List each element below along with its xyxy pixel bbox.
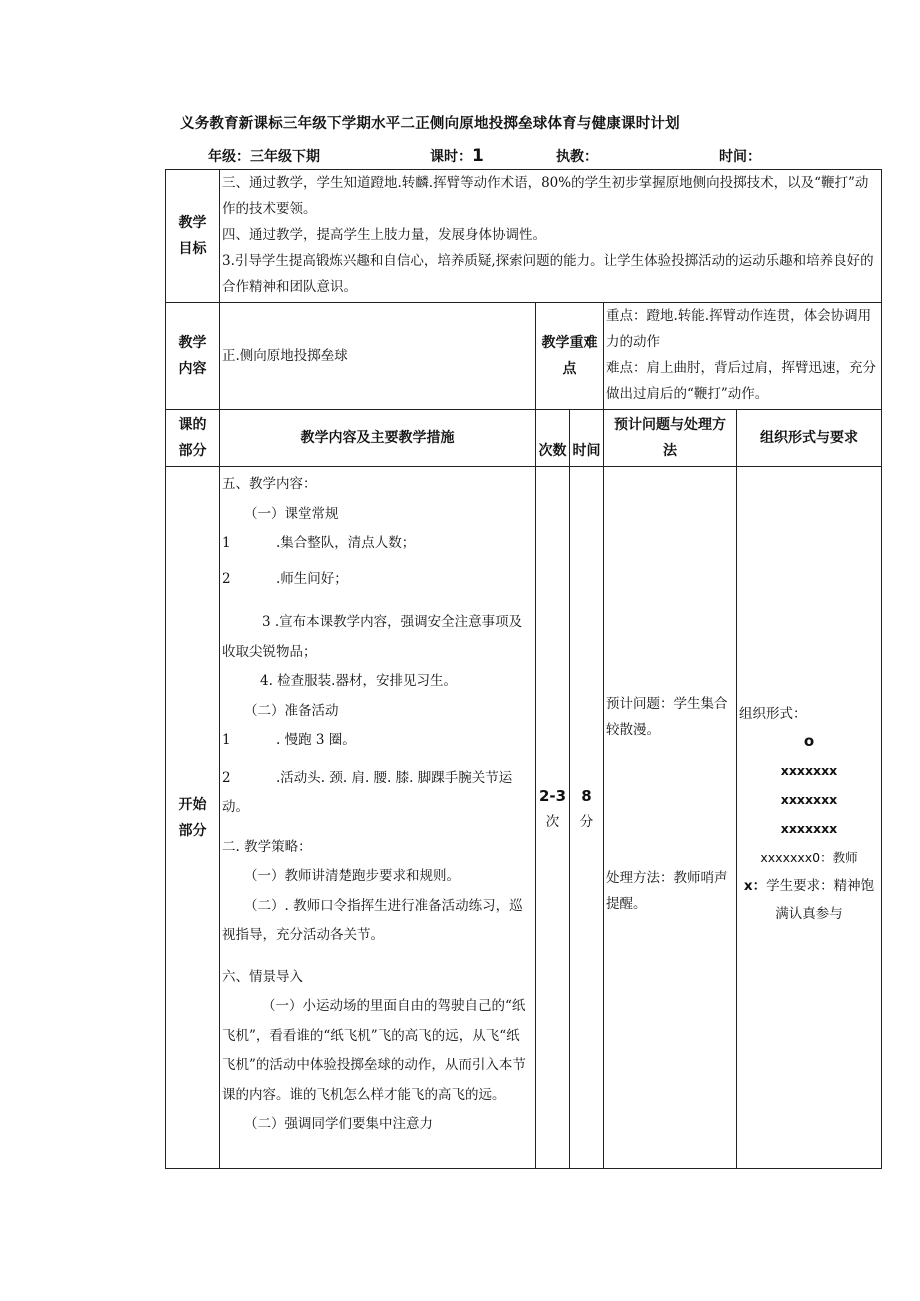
line: （二）. 教师口令指挥生进行准备活动练习，巡视指导，充分活动各关节。 [222, 897, 523, 943]
objectives-label: 教学 目标 [166, 170, 220, 303]
handling-text: 处理方法：教师哨声提醒。 [606, 870, 728, 912]
time-header: 时间 [570, 410, 604, 467]
line: （一）小运动场的里面自由的驾驶自己的“纸飞机”，看看谁的“纸飞机”飞的高飞的远，从飞“纸飞机”的活动中体验投掷垒球的动作，从而引入本节课的内容。谁的飞机怎么样才能飞的高飞的远。 [222, 998, 526, 1103]
lesson-value: 1 [472, 146, 484, 166]
line: （二）强调同学们要集中注意力 [244, 1116, 433, 1132]
objectives-text [220, 170, 882, 303]
teacher-info: 执教： [556, 149, 598, 165]
part-header: 课的 部分 [166, 410, 220, 467]
start-section-row [166, 467, 882, 1169]
start-section-label: 开始 部分 [166, 467, 220, 1169]
line: 六、情景导入 [222, 968, 303, 985]
line: 2 .师生问好； [222, 570, 348, 587]
content-label: 教学 内容 [166, 303, 220, 410]
start-measures [220, 467, 536, 1169]
formation-legend: xxxxxxx0：教师 [760, 850, 858, 865]
line: （一）教师讲清楚跑步要求和规则。 [244, 868, 460, 884]
start-count: 2-3 次 [536, 467, 570, 1169]
objective-item: 三、通过教学，学生知道蹬地.转麟.挥臂等动作术语，80%的学生初步掌握原地侧向投掷技术，以及“鞭打”动作的技术要领。 [222, 175, 869, 217]
measures-header: 教学内容及主要教学措施 [220, 410, 536, 467]
requirements-text: x：学生要求：精神饱满认真参与 [743, 878, 875, 922]
key-point: 重点：蹬地.转能.挥臂动作连贯，体会协调用力的动作 [606, 308, 872, 350]
start-organization [737, 467, 882, 1169]
problems-header: 预计问题与处理方 法 [604, 410, 737, 467]
lesson-plan-table [165, 169, 882, 1169]
organization-label: 组织形式： [739, 706, 807, 722]
formation-row: xxxxxxx [780, 821, 838, 836]
key-points [604, 303, 882, 410]
key-points-label: 教学重难 点 [536, 303, 604, 410]
line: 4. 检查服装.器材，安排见习生。 [260, 673, 457, 689]
objectives-row [166, 170, 882, 303]
lesson-info [430, 146, 484, 166]
line: 1 .集合整队，清点人数； [222, 535, 416, 551]
organization-header: 组织形式与要求 [737, 410, 882, 467]
line: （一）课堂常规 [244, 505, 339, 522]
problem-text: 预计问题：学生集合较散漫。 [606, 696, 728, 738]
content-text: 正.侧向原地投掷垒球 [220, 303, 536, 410]
lesson-label: 课时： [430, 149, 472, 165]
formation-row: xxxxxxx [780, 763, 838, 778]
count-header: 次数 [536, 410, 570, 467]
line: 3 .宣布本课教学内容，强调安全注意事项及收取尖锐物品； [222, 614, 523, 660]
document-title: 义务教育新课标三年级下学期水平二正侧向原地投掷垒球体育与健康课时计划 [180, 116, 680, 132]
start-problems [604, 467, 737, 1169]
content-row [166, 303, 882, 410]
start-time: 8 分 [570, 467, 604, 1169]
line: 1 . 慢跑 3 圈。 [222, 732, 356, 748]
key-point: 难点：肩上曲肘，背后过肩，挥臂迅速，充分做出过肩后的“鞭打”动作。 [606, 360, 876, 402]
header-row [166, 410, 882, 467]
line: 五、教学内容： [222, 476, 317, 492]
line: （二）准备活动 [244, 702, 339, 719]
formation-row: xxxxxxx [780, 792, 838, 807]
line: 2 .活动头. 颈. 肩. 腰. 膝. 脚踝手腕关节运动。 [222, 769, 513, 815]
objective-item: 四、通过教学，提高学生上肢力量，发展身体协调性。 [222, 227, 546, 243]
line: 二. 教学策略： [222, 838, 312, 855]
objective-item: 3.引导学生提高锻炼兴趣和自信心，培养质疑,探索问题的能力。让学生体验投掷活动的运动乐趣和培养良好的合作精神和团队意识。 [222, 253, 874, 295]
time-info: 时间： [719, 149, 761, 165]
grade-info: 年级：三年级下期 [208, 149, 320, 165]
teacher-position-icon: o [803, 732, 815, 750]
